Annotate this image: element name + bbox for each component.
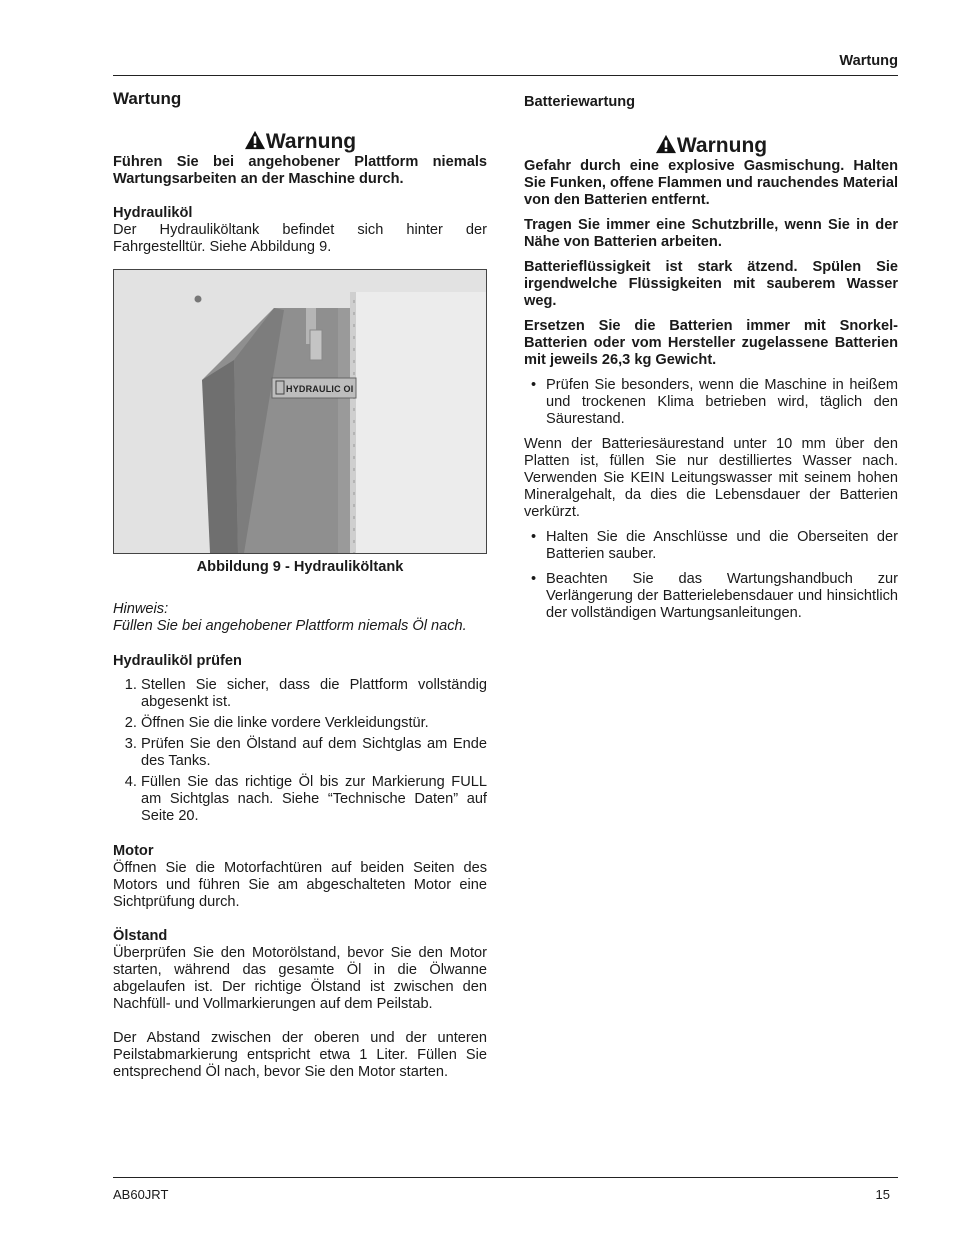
list-item: 1. Stellen Sie sicher, dass die Plattform vollständig abgesenkt ist. [141, 677, 487, 711]
battery-section-title: Batteriewartung [524, 94, 636, 110]
warning-text: Führen Sie bei angehobener Plattform niemals Wartungsarbeiten an der Maschine durch. [113, 154, 487, 187]
header-section-label: Wartung [839, 53, 898, 69]
left-column [113, 88, 487, 1081]
bullet-glyph: • [531, 529, 537, 545]
battery-warning-text-2: Tragen Sie immer eine Schutzbrille, wenn Sie in der Nähe von Batterien arbeiten. [524, 217, 898, 250]
note-text: Füllen Sie bei angehobener Plattform niemals Öl nach. [113, 618, 467, 634]
warning-label: Warnung [265, 130, 357, 153]
warning-heading [113, 130, 487, 154]
footer-page-number: 15 [875, 1187, 890, 1202]
check-oil-heading: Hydrauliköl prüfen [113, 653, 242, 669]
tank-label-text: HYDRAULIC OI [286, 384, 354, 394]
hydraulic-oil-text: Der Hydrauliköltank befindet sich hinter der Fahrgestelltür. Siehe Abbildung 9. [113, 222, 487, 255]
motor-heading: Motor [113, 843, 154, 859]
oil-level-heading: Ölstand [113, 928, 168, 944]
hydraulic-tank-illustration [114, 270, 486, 553]
bullet-glyph: • [531, 377, 537, 393]
oil-level-text-1: Überprüfen Sie den Motorölstand, bevor Sie den Motor starten, während das gesamte Öl in die Ölwanne abgelaufen ist. Der richtige Ölstand ist zwischen den Nachfüll- und Vollmarkierungen auf dem Peilstab. [113, 945, 487, 1012]
list-item [524, 571, 898, 622]
footer-model: AB60JRT [113, 1187, 169, 1202]
list-item: 2. Öffnen Sie die linke vordere Verkleidungstür. [141, 715, 487, 732]
motor-text: Öffnen Sie die Motorfachtüren auf beiden Seiten des Motors und führen Sie am abgeschalteten Motor eine Sichtprüfung durch. [113, 860, 487, 910]
oil-level-text-2: Der Abstand zwischen der oberen und der unteren Peilstabmarkierung entspricht etwa 1 Liter. Füllen Sie entsprechend Öl nach, bevor Sie den Motor starten. [113, 1030, 487, 1080]
bullet-text: Halten Sie die Anschlüsse und die Oberseiten der Batterien sauber. [546, 529, 898, 562]
bullet-text: Prüfen Sie besonders, wenn die Maschine in heißem und trockenen Klima betrieben wird, täglich den Säurestand. [546, 377, 898, 427]
section-title: Wartung [113, 89, 182, 108]
hydraulic-tank-photo [113, 269, 487, 554]
warning-label: Warnung [676, 134, 768, 157]
battery-warning-heading [524, 134, 898, 158]
battery-acid-paragraph: Wenn der Batteriesäurestand unter 10 mm über den Platten ist, füllen Sie nur destilliertes Wasser nach. Verwenden Sie KEIN Leitungswasser mit seinem hohen Mineralgehalt, da dies die Lebensdauer der Batterien verkürzt. [524, 436, 898, 520]
list-item: 3. Prüfen Sie den Ölstand auf dem Sichtglas am Ende des Tanks. [141, 736, 487, 770]
header-rule [113, 75, 898, 76]
list-item [524, 529, 898, 563]
note-label: Hinweis: [113, 601, 169, 617]
battery-warning-text-4: Ersetzen Sie die Batterien immer mit Snorkel-Batterien oder vom Hersteller zugelassene Batterien mit jeweils 26,3 kg Gewicht. [524, 318, 898, 368]
battery-warning-text-1: Gefahr durch eine explosive Gasmischung. Halten Sie Funken, offene Flammen und rauchendes Material von den Batterien entfernt. [524, 158, 898, 208]
bullet-glyph: • [531, 571, 537, 587]
check-oil-steps [113, 677, 487, 825]
warning-triangle-icon [655, 134, 677, 154]
bullet-text: Beachten Sie das Wartungshandbuch zur Verlängerung der Batterielebensdauer und hinsichtlich der vollständigen Wartungsanleitungen. [546, 571, 898, 621]
right-column [524, 88, 898, 622]
figure-caption: Abbildung 9 - Hydrauliköltank [196, 559, 404, 575]
list-item: 4. Füllen Sie das richtige Öl bis zur Markierung FULL am Sichtglas nach. Siehe “Technische Daten” auf Seite 20. [141, 774, 487, 825]
list-item [524, 377, 898, 428]
warning-triangle-icon [244, 130, 266, 150]
footer-rule [113, 1177, 898, 1178]
battery-bullets-1 [524, 377, 898, 428]
battery-bullets-2 [524, 529, 898, 622]
battery-warning-text-3: Batterieflüssigkeit ist stark ätzend. Spülen Sie irgendwelche Flüssigkeiten mit sauberem Wasser weg. [524, 259, 898, 309]
hydraulic-oil-heading: Hydrauliköl [113, 205, 193, 221]
